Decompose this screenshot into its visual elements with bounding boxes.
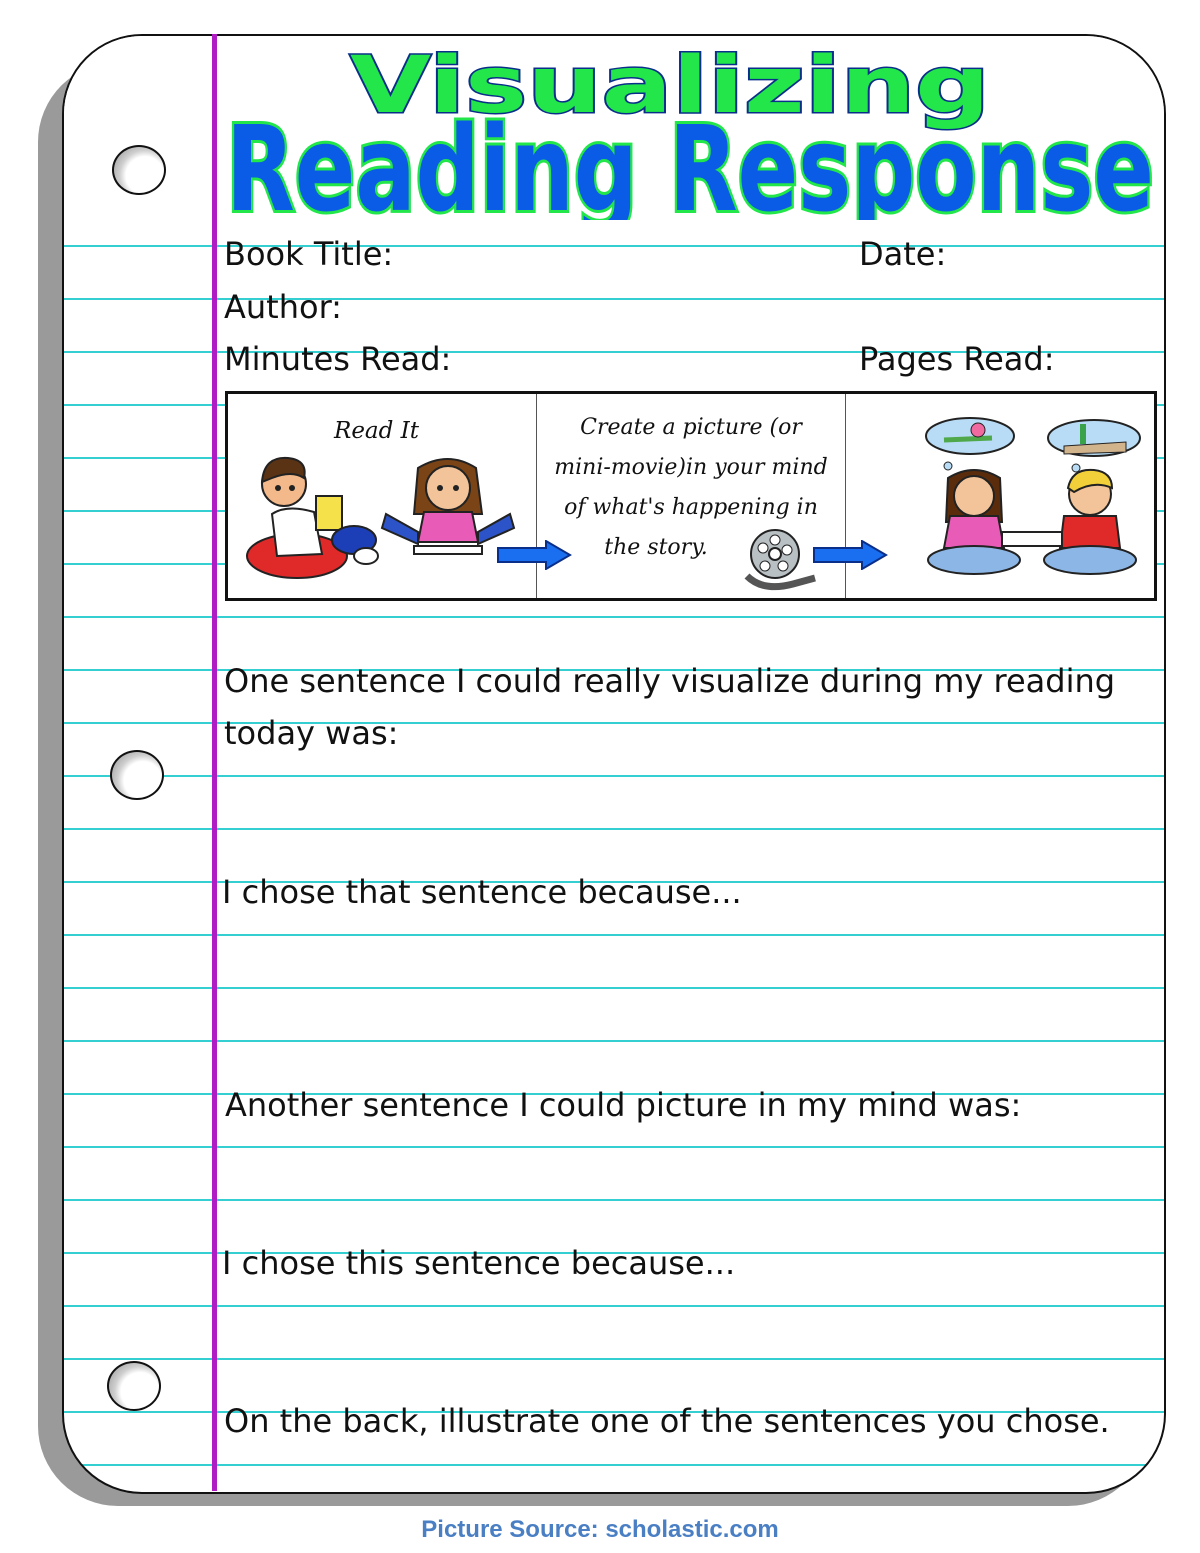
binder-hole-icon (112, 145, 166, 195)
title-line2: Reading Response (226, 100, 1154, 220)
pages-read-label: Pages Read: (859, 340, 1055, 378)
visualizing-kids-panel (846, 394, 1154, 598)
author-label: Author: (224, 288, 342, 326)
instruction-line: mini-movie)in your mind (554, 455, 828, 480)
book-title-label: Book Title: (224, 235, 394, 273)
visualizing-kids-illustration (904, 412, 1164, 582)
reading-boy-illustration (242, 444, 382, 579)
visualize-process-box (225, 391, 1157, 601)
read-it-label: Read It (334, 418, 420, 444)
create-picture-panel (537, 394, 846, 598)
prompt-visualize-sentence: One sentence I could really visualize during my reading (224, 662, 1116, 700)
arrow-right-icon (812, 540, 888, 570)
picture-source-caption: Picture Source: scholastic.com (421, 1516, 779, 1543)
film-reel-icon (743, 526, 819, 592)
instruction-line: of what's happening in (564, 495, 818, 520)
binder-hole-icon (110, 750, 164, 800)
margin-line (212, 34, 217, 1491)
prompt-visualize-sentence-cont: today was: (224, 714, 399, 752)
worksheet-title (222, 40, 1162, 220)
binder-hole-icon (107, 1361, 161, 1411)
title-line1: Visualizing (350, 41, 990, 131)
instruction-line: Create a picture (or (580, 415, 802, 440)
date-label: Date: (859, 235, 947, 273)
minutes-read-label: Minutes Read: (224, 340, 452, 378)
prompt-illustrate: On the back, illustrate one of the sentences you chose. (224, 1402, 1110, 1440)
prompt-why-this-sentence: I chose this sentence because... (222, 1244, 736, 1282)
prompt-why-sentence: I chose that sentence because... (222, 873, 742, 911)
prompt-another-sentence: Another sentence I could picture in my mind was: (225, 1086, 1022, 1124)
instruction-line: the story. (604, 535, 708, 560)
read-it-panel (228, 394, 537, 598)
